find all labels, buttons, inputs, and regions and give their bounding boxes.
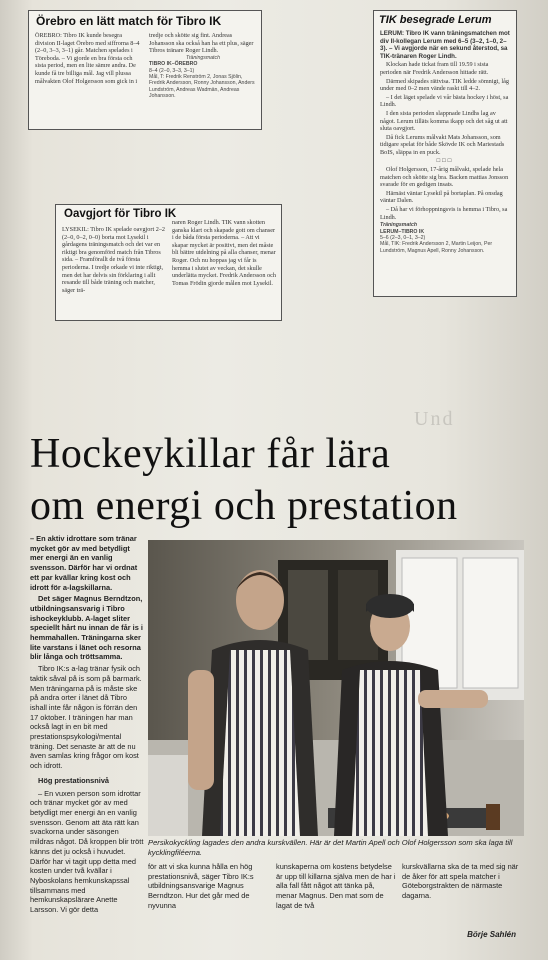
clipping-orebro-col2-text: tredje och skötte sig fint. Andreas Johansson ska också han ha ett plus, säger Tibros tränare Roger Lindh. <box>149 32 254 55</box>
result-scorers: Mål, T: Fredrik Renström 2, Jonas Sjölin, Fredrik Andersson, Ronny Johansson, Anders Lundström, Andreas Wadmän, Andreas Johansson. <box>149 74 255 100</box>
article-body-col4: kurskvällarna ska de ta med sig när de åker för att spela matcher i Göteborgstrakten de närmaste dagarna. <box>402 862 519 901</box>
clipping-lerum-p8: – Då har vi förhoppningsvis is hemma i Tibro, sa Lindh. <box>380 206 508 221</box>
article-photo <box>148 540 524 836</box>
article-p2: Tibro IK:s a-lag tränar fysik och taktik såval på is som på barmark. Men träningarna på is måste ske på andra orter i länet då Tibro ishall inte får någon is förrän den 17 oktober. I träningen har man också lagt in en bit med prestationspsykologi/mental träning. Det senaste är att de nu även samlas kring frågor om kost och idrott. <box>30 664 142 771</box>
clipping-lerum-body <box>380 30 510 294</box>
result-score: 5–6 (2–3, 0–1, 3–2) <box>380 235 426 242</box>
clipping-lysekil-col1: LYSEKIL: Tibro IK spelade oavgjort 2–2 (2–0, 0–2, 0–0) borta mot Lysekil i gårdagens träningsmatch och det var en riktigt bra genomförd match från Tibros sida. – Framförallt de två första perioderna. I tredje orkade vi inte riktigt, men det har delvis sin förklaring i allt resande till både träning och matcher, säger trä- <box>62 226 166 294</box>
clipping-lerum-p4: I den sista perioden slappnade Lindhs lag av något. Lerum tilläts komma ikapp och det såg ut att sluta oavgjort. <box>380 109 508 133</box>
clipping-lerum-headline: TIK besegrade Lerum <box>379 14 492 26</box>
article-p3: – En vuxen person som idrottar och tränar mycket gör av med betydligt mer energi än en vanlig svensson. Genom att äta rätt kan svackorna under säsongen mildras något. Då kroppen blir trött känns det ju också i huvudet. Därför har vi tagit upp detta med kosten under två kvällar i Nyboskolans hemkunskapssal tillsammans med hemkunskapslärare Anette Larsson. Vi gör detta <box>30 788 144 914</box>
clipping-lerum <box>373 10 517 297</box>
article-subhead: Hög prestationsnivå <box>38 775 110 785</box>
clipping-lysekil-col2: naren Roger Lindh. TIK vann skotten ganska klart och skapade gott om chanser i de båda första perioderna. – Att vi skapar mycket är positivt, men det måste bli bättre utdelning på alla chanser, menar Roger. Och nu hoppas jag vi får is hemma i slutet av veckan, det skulle underlätta mycket. Fredrik Andersson och Tomas Frödin gjorde målen mot Lysekil. <box>172 219 276 287</box>
result-label: Träningsmatch <box>380 222 418 229</box>
clipping-lysekil <box>55 204 282 321</box>
clipping-lerum-p7: Härnäst väntar Lysekil på bortaplan. På onsdag väntar Dalen. <box>380 189 503 205</box>
clipping-lerum-p1: Klockan hade tickat fram till 19.59 i sista perioden när Fredrik Andersson hittade rätt. <box>380 61 489 76</box>
byline: Börje Sahlén <box>467 930 516 939</box>
clipping-lerum-p3: – I det läget spelade vi vår bästa hockey i höst, sa Lindh. <box>380 93 509 109</box>
clipping-orebro-col1: ÖREBRO: Tibro IK kunde besegra division II-laget Örebro med siffrorna 8–4 (2–0, 3–3, 3–1) går. Matchen spelades i Töreboda. – Vi gjorde en bra första och sista period, men en lite sämre andra. De kunde få tre billiga mål. Jag vill plussa målvakten Olof Holgersson som gick in i <box>35 32 140 85</box>
result-title: LERUM–TIBRO IK <box>380 228 425 235</box>
article-body-col2: för att vi ska kunna hålla en hög prestationsnivå, säger Tibro IK:s utbildningsansvarige Magnus Berndtzon. Hur det går med de nyvunna <box>148 862 254 910</box>
clipping-lerum-p6: Olof Holgersson, 17-årig målvakt, spelade hela matchen och skötte sig bra. Backen mattias Jonsson svarade för en gedigen insats. <box>380 166 509 189</box>
result-score: 8–4 (2–0, 3–3, 3–1) <box>149 67 195 74</box>
clipping-lysekil-headline: Oavgjort för Tibro IK <box>64 208 177 220</box>
clipping-orebro-headline: Örebro en lätt match för Tibro IK <box>36 14 222 28</box>
article-headline-line1: Hockeykillar får lära <box>30 431 391 477</box>
article-headline-line2: om energi och prestation <box>30 483 458 529</box>
result-title: TIBRO IK–ÖREBRO <box>149 61 198 68</box>
clipping-lerum-ingress: LERUM: Tibro IK vann träningsmatchen mot div II-kollegan Lerum med 6–5 (3–2, 1–0, 2–3). – Vi avgjorde när en sekund återstod, sa TIK-tränaren Roger Lindh. <box>380 30 510 60</box>
result-scorers: Mål, TIK: Fredrik Andersson 2, Martin Leijon, Per Lundström, Magnus Apell, Ronny Johansson. <box>380 241 493 254</box>
kitchen-photo-illustration <box>148 540 524 836</box>
article-body-left <box>30 534 144 914</box>
clipping-lerum-p5: Då fick Lerums målvakt Mats Johansson, som tidigare spelat för både Skövde IK och Mariestads BoIS, släppa in en puck. <box>380 133 505 156</box>
article-ingress: – En aktiv idrottare som tränar mycket gör av med betydligt mer energi än en vanlig svensson. Därför har vi ordnat ett par kvällar kring kost och idrott för a-lagskillarna. <box>30 534 138 592</box>
article-body-col3: kunskaperna om kostens betydelse är upp till killarna själva men de har i alla fall fått något att tänka på, menar Magnus. Den mat som de lagat de två <box>276 862 396 910</box>
clipping-orebro-col2 <box>149 32 257 128</box>
article-p1: Det säger Magnus Berndtzon, utbildningsansvarig i Tibro ishockeyklubb. A-laget sliter speciellt hårt nu innan de får is i hemmahallen. Träningarna sker lite varstans i länet och resorna blir långa och tröttsamma. <box>30 594 143 662</box>
photo-caption: Persikokyckling lagades den andra kurskvällen. Här är det Martin Apell och Olof Holgersson som ska laga till kycklingfiléerna. <box>148 838 513 857</box>
clipping-orebro <box>28 10 262 130</box>
result-label: Träningsmatch <box>186 54 220 61</box>
article-headline <box>30 428 520 532</box>
bleed-through-text: Und <box>414 408 455 430</box>
section-divider-boxes: □□□ <box>436 157 454 164</box>
clipping-lerum-p2: Därmed skipades rättvisa. TIK ledde sömnigt, låg under med 0–2 men vände raskt till 4–2. <box>380 77 509 93</box>
